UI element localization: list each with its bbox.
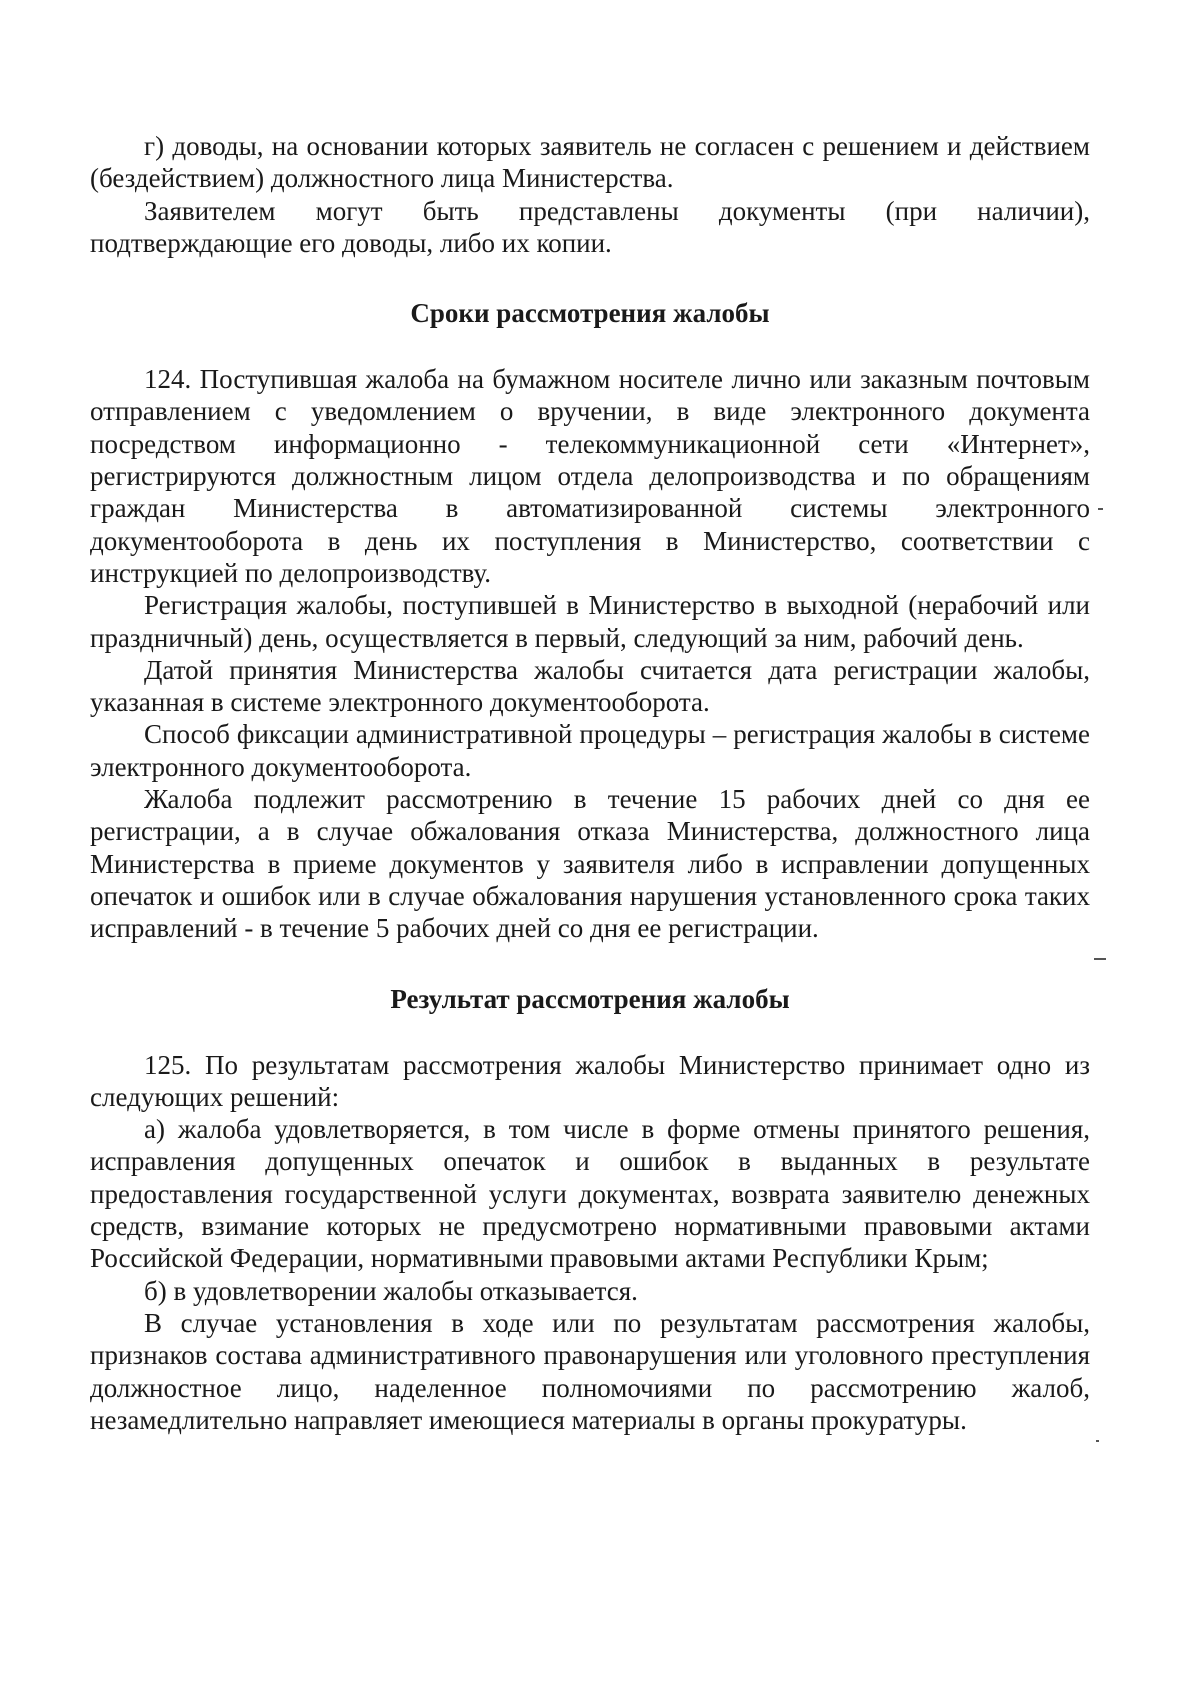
paragraph-review-period: Жалоба подлежит рассмотрению в течение 15 рабочих дней со дня ее регистрации, а в случае обжалования отказа Министерства, должностного лица Министерства в приеме документов у заявителя либо в исправлении допущенных опечаток и ошибок или в случае обжалования нарушения установленного срока таких исправлений - в течение 5 рабочих дней со дня ее регистрации. <box>90 784 1090 944</box>
paragraph-125: 125. По результатам рассмотрения жалобы Министерство принимает одно из следующих решений: <box>90 1049 1090 1112</box>
paragraph-supporting-documents: Заявителем могут быть представлены документы (при наличии), подтверждающие его доводы, либо их копии. <box>90 195 1090 258</box>
paragraph-criminal-signs: В случае установления в ходе или по результатам рассмотрения жалобы, признаков состава административного правонарушения или уголовного преступления должностное лицо, наделенное полномочиями по рассмотрению жалоб, незамедлительно направляет имеющиеся материалы в органы прокуратуры. <box>90 1307 1090 1435</box>
section-heading-result: Результат рассмотрения жалобы <box>390 983 790 1014</box>
paragraph-item-g: г) доводы, на основании которых заявитель не согласен с решением и действием (бездействием) должностного лица Министерства. <box>90 131 1090 194</box>
paragraph-acceptance-date: Датой принятия Министерства жалобы считается дата регистрации жалобы, указанная в системе электронного документооборота. <box>90 654 1090 718</box>
document-body <box>90 130 1090 1436</box>
paragraph-decision-a: а) жалоба удовлетворяется, в том числе в форме отмены принятого решения, исправления допущенных опечаток и ошибок в выданных в результате предоставления государственной услуги документах, возврата заявителю денежных средств, взимание которых не предусмотрено нормативными правовыми актами Российской Федерации, нормативными правовыми актами Республики Крым; <box>90 1114 1090 1274</box>
paragraph-124: 124. Поступившая жалоба на бумажном носителе лично или заказным почтовым отправлением с уведомлением о вручении, в виде электронного документа посредством информационно - телекоммуникационной сети «Интернет», регистрируются должностным лицом отдела делопроизводства и по обращениям граждан Министерства в автоматизированной системы электронного документооборота в день их поступления в Министерство, соответствии с инструкцией по делопроизводству. <box>90 364 1090 588</box>
paragraph-decision-b: б) в удовлетворении жалобы отказывается. <box>144 1275 638 1306</box>
section-heading-terms: Сроки рассмотрения жалобы <box>410 298 770 329</box>
scan-mark <box>1098 508 1103 510</box>
scan-mark <box>1094 958 1106 960</box>
paragraph-fixation-method: Способ фиксации административной процедуры – регистрация жалобы в системе электронного документооборота. <box>90 719 1090 782</box>
scan-mark <box>1096 1440 1099 1442</box>
paragraph-registration: Регистрация жалобы, поступившей в Министерство в выходной (нерабочий или праздничный) день, осуществляется в первый, следующий за ним, рабочий день. <box>90 590 1090 653</box>
